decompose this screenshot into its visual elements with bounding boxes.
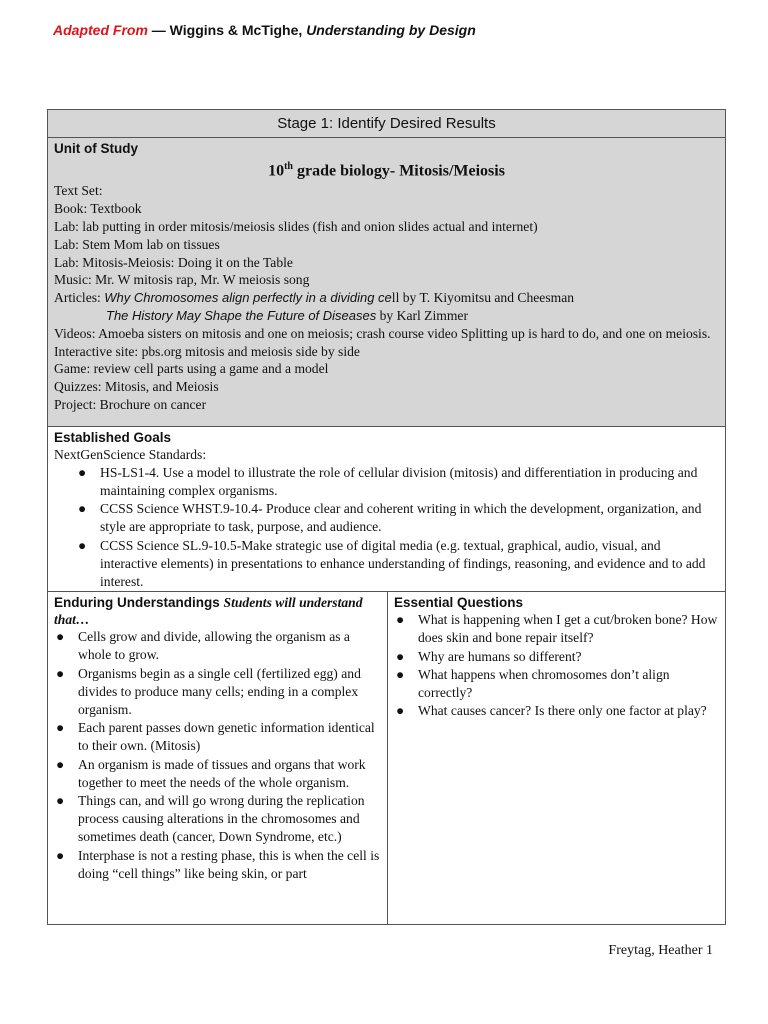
- goals-list: [54, 464, 719, 591]
- list-item: [54, 628, 381, 664]
- goals-intro: NextGenScience Standards:: [54, 447, 207, 462]
- unit-title: [54, 157, 719, 181]
- essential-questions-cell: [388, 592, 726, 925]
- established-goals-label: Established Goals: [54, 430, 172, 445]
- article-1-authors: ll by T. Kiyomitsu and Cheesman: [391, 290, 575, 306]
- bullet-icon: ●: [56, 793, 65, 809]
- bullet-icon: ●: [78, 464, 87, 480]
- bullet-icon: ●: [56, 665, 65, 681]
- list-item: [394, 648, 719, 666]
- goal-text: CCSS Science SL.9-10.5-Make strategic use of digital media (e.g. textual, graphical, audio, visual, and interactive elements) in presentations to enhance understanding of findings, reasoning, and evidence and to add interest.: [100, 537, 706, 590]
- bullet-icon: ●: [396, 612, 405, 628]
- articles-line: [54, 289, 719, 307]
- unit-title-text: grade biology- Mitosis/Meiosis: [292, 162, 505, 180]
- header-book-title: Understanding by Design: [306, 22, 476, 38]
- understanding-text: Things can, and will go wrong during the replication process causing alterations in the chromosomes and sometimes death (cancer, Down Syndrome, etc.): [78, 793, 365, 845]
- interactive-site-line: Interactive site: pbs.org mitosis and meiosis side by side: [54, 343, 360, 359]
- list-item: [54, 665, 381, 720]
- list-item: [54, 537, 719, 592]
- enduring-label-text: Enduring Understandings: [54, 595, 224, 611]
- understanding-text: Organisms begin as a single cell (fertilized egg) and divides to produce many cells; ending in a complex organism.: [78, 665, 361, 718]
- article-1-title: Why Chromosomes align perfectly in a dividing ce: [104, 290, 392, 306]
- page-footer: Freytag, Heather 1: [608, 943, 713, 958]
- goal-text: CCSS Science WHST.9-10.4- Produce clear and coherent writing in which the development, organization, and style are appropriate to task, purpose, and audience.: [100, 501, 702, 535]
- understanding-text: Interphase is not a resting phase, this is when the cell is doing “cell things” like being skin, or part: [78, 847, 380, 881]
- list-item: [54, 464, 719, 500]
- music-line: Music: Mr. W mitosis rap, Mr. W meiosis song: [54, 272, 310, 288]
- article-2-title: The History May Shape the Future of Diseases: [106, 307, 377, 323]
- list-item: [54, 500, 719, 536]
- list-item: [394, 611, 719, 647]
- quizzes-line: Quizzes: Mitosis, and Meiosis: [54, 379, 219, 395]
- articles-line-2: [54, 307, 719, 325]
- enduring-label-italic: Students will understand that…: [54, 595, 363, 628]
- unit-of-study-cell: [48, 138, 726, 427]
- stage-title-cell: [48, 110, 726, 138]
- unit-title-grade: 10: [268, 162, 285, 180]
- videos-line: Videos: Amoeba sisters on mitosis and one on meiosis; crash course video Splitting up is hard to do, and one on meiosis.: [54, 325, 711, 341]
- understanding-text: An organism is made of tissues and organs that work together to meet the needs of the whole organism.: [78, 756, 366, 790]
- bullet-icon: ●: [78, 537, 87, 553]
- bullet-icon: ●: [56, 629, 65, 645]
- understanding-text: Each parent passes down genetic information identical to their own. (Mitosis): [78, 720, 375, 754]
- enduring-understandings-label: [54, 594, 381, 628]
- bullet-icon: ●: [56, 847, 65, 863]
- unit-title-sup: th: [284, 161, 293, 172]
- articles-prefix: Articles:: [54, 290, 105, 306]
- lab-table-line: Lab: Mitosis-Meiosis: Doing it on the Table: [54, 254, 293, 270]
- text-set-line: Text Set:: [54, 183, 103, 199]
- lab-tissues-line: Lab: Stem Mom lab on tissues: [54, 236, 220, 252]
- question-text: What happens when chromosomes don’t align correctly?: [418, 666, 670, 701]
- list-item: [54, 719, 381, 755]
- stage-1-table: [47, 109, 726, 925]
- understanding-text: Cells grow and divide, allowing the organism as a whole to grow.: [78, 629, 350, 663]
- stage-title: Stage 1: Identify Desired Results: [277, 115, 496, 132]
- list-item: [54, 756, 381, 792]
- game-line: Game: review cell parts using a game and a model: [54, 361, 329, 377]
- goal-text: HS-LS1-4. Use a model to illustrate the role of cellular division (mitosis) and differentiation in producing and maintaining complex organisms.: [100, 464, 698, 498]
- question-text: What is happening when I get a cut/broken bone? How does skin and bone repair itself?: [418, 612, 718, 646]
- question-text: Why are humans so different?: [418, 648, 582, 664]
- question-text: What causes cancer? Is there only one factor at play?: [418, 703, 707, 719]
- bullet-icon: ●: [56, 720, 65, 736]
- list-item: [54, 847, 381, 883]
- established-goals-cell: [48, 427, 726, 592]
- bullet-icon: ●: [56, 756, 65, 772]
- project-line: Project: Brochure on cancer: [54, 396, 207, 412]
- questions-list: [394, 611, 719, 720]
- list-item: [394, 666, 719, 702]
- book-line: Book: Textbook: [54, 201, 142, 217]
- enduring-list: [54, 628, 381, 883]
- bullet-icon: ●: [396, 648, 405, 664]
- bullet-icon: ●: [396, 666, 405, 682]
- bullet-icon: ●: [78, 501, 87, 517]
- adapted-from-label: Adapted From: [53, 22, 148, 38]
- list-item: [54, 792, 381, 847]
- bullet-icon: ●: [396, 703, 405, 719]
- header-authors: — Wiggins & McTighe,: [147, 22, 307, 38]
- document-header: [53, 22, 476, 38]
- article-2-author: by Karl Zimmer: [376, 307, 468, 323]
- essential-questions-label: Essential Questions: [394, 595, 524, 611]
- lab-slides-line: Lab: lab putting in order mitosis/meiosis slides (fish and onion slides actual and internet): [54, 218, 538, 234]
- enduring-understandings-cell: [48, 592, 388, 925]
- unit-of-study-label: Unit of Study: [54, 141, 138, 156]
- list-item: [394, 702, 719, 720]
